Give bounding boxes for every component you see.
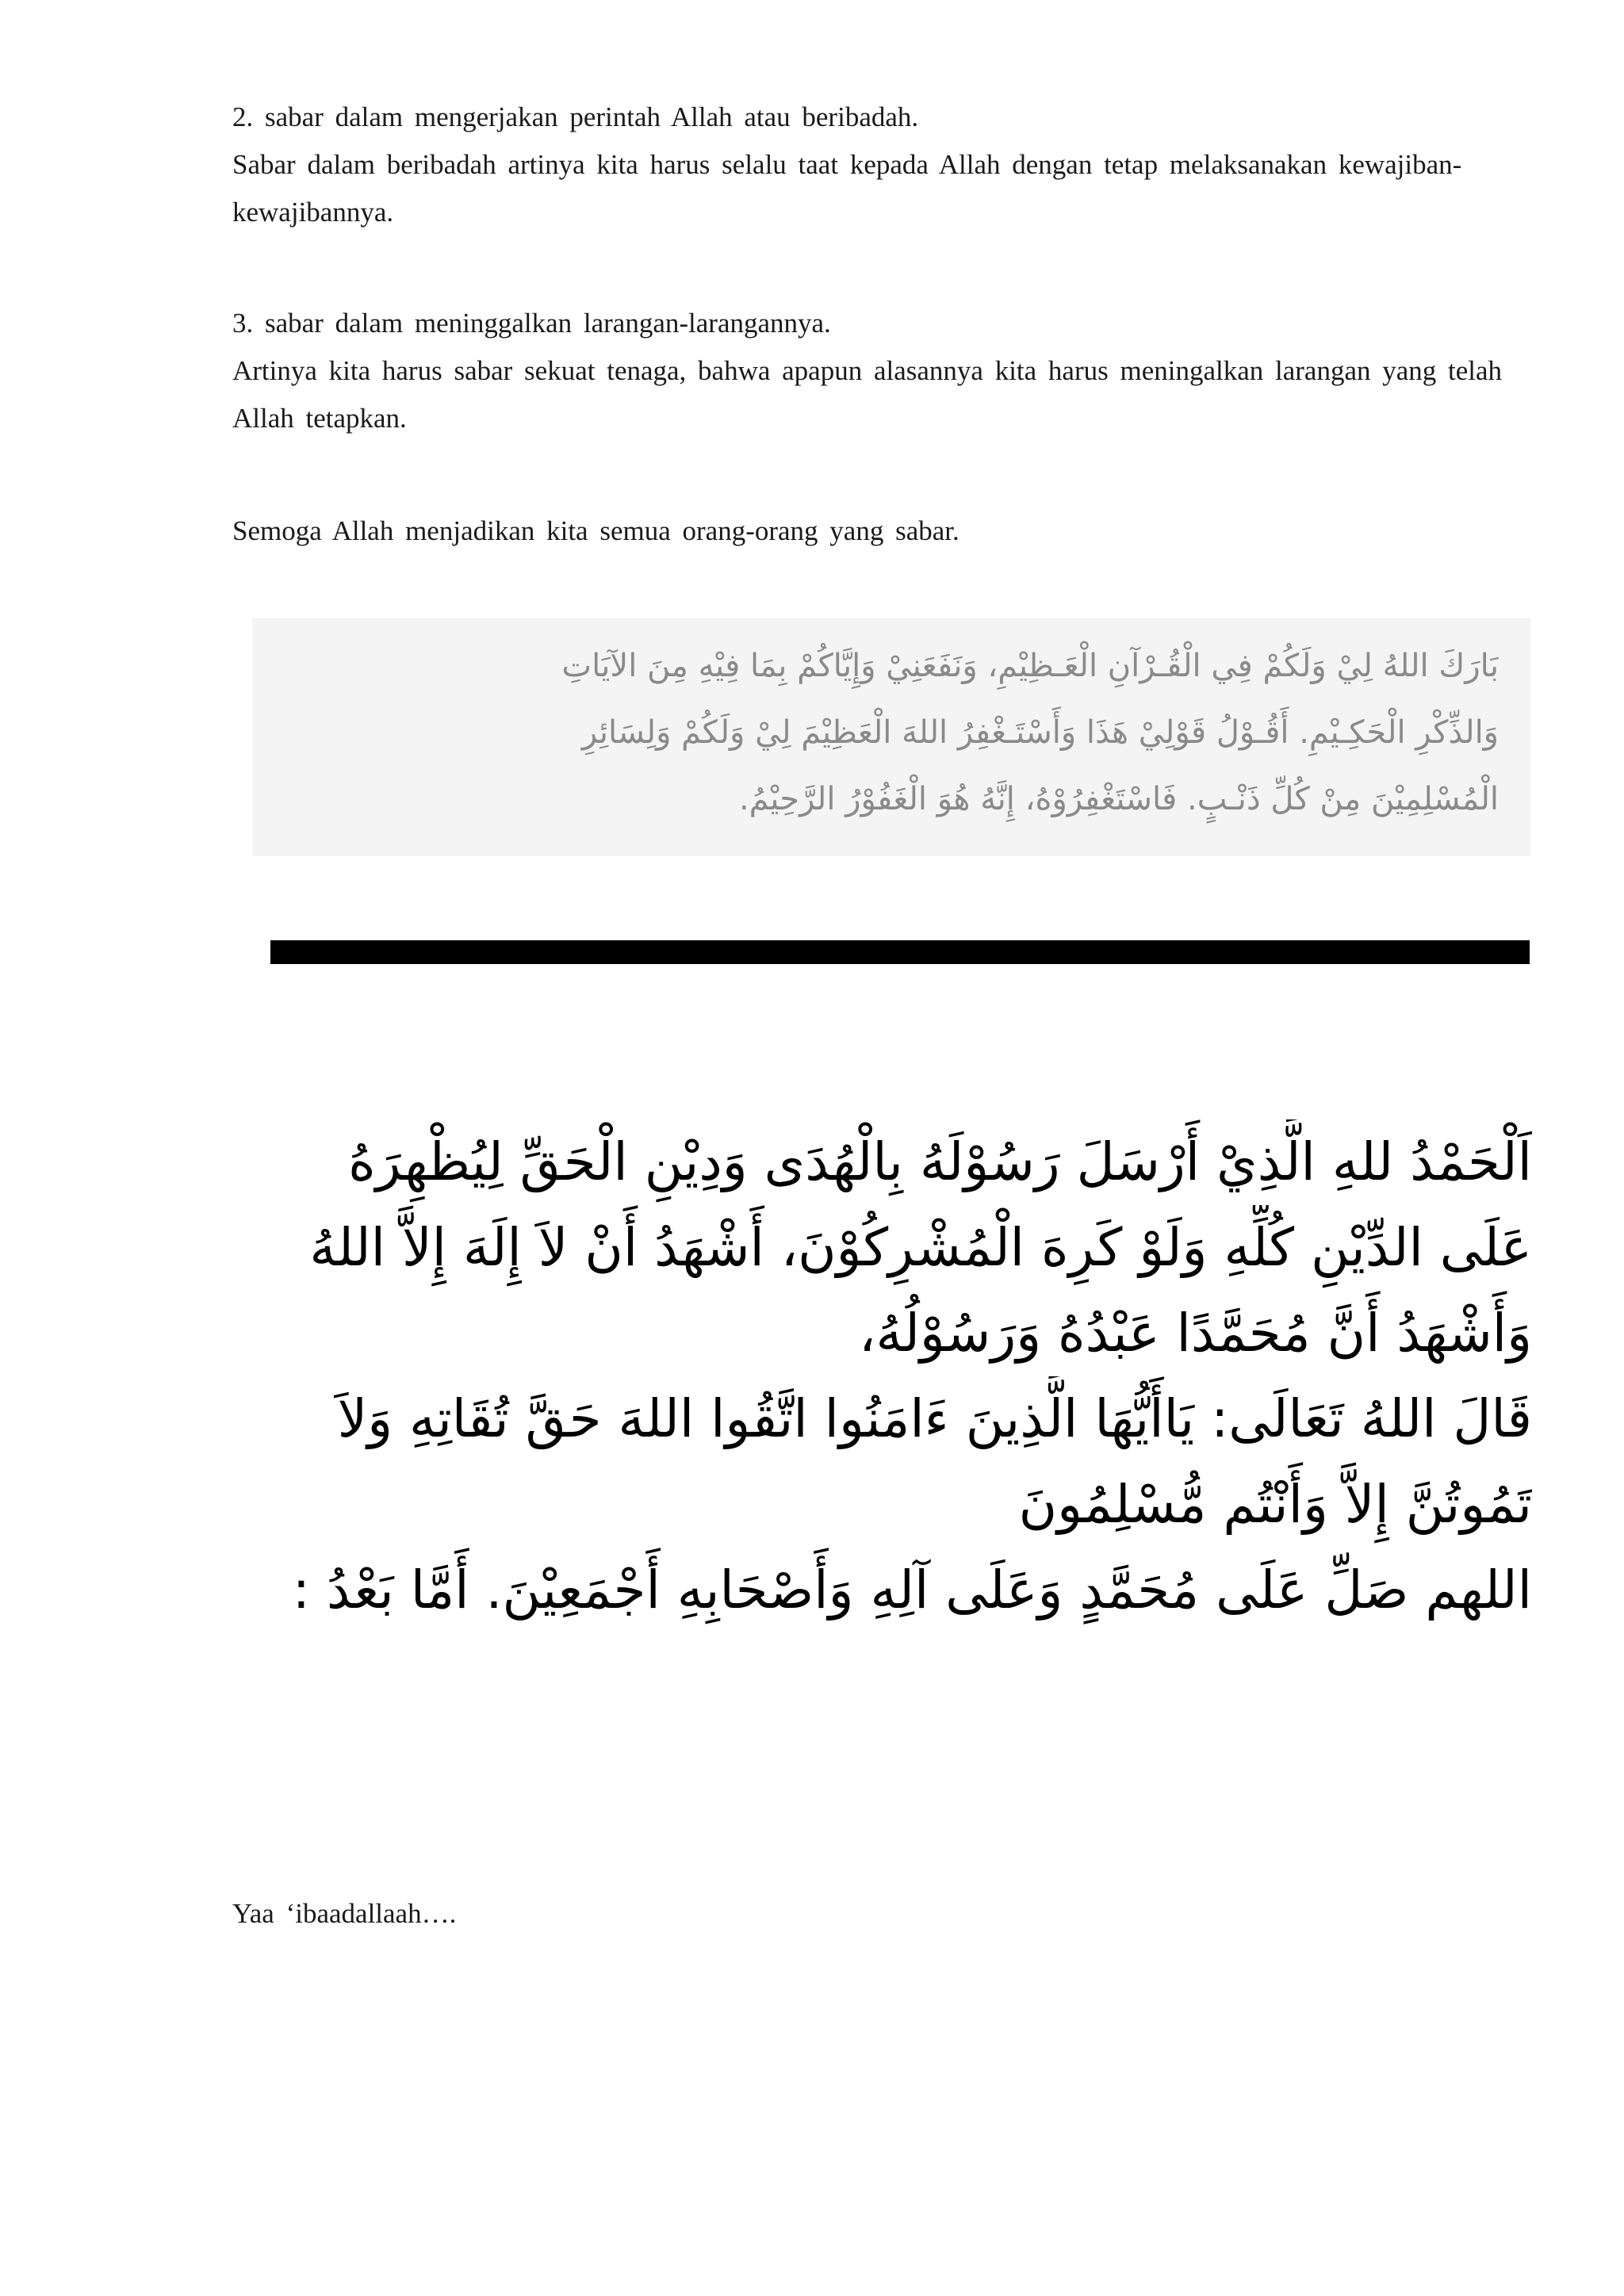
arabic-line: تَمُوتُنَّ إِلاَّ وَأَنْتُم مُّسْلِمُونَ <box>1018 1474 1532 1535</box>
arabic-image-line: وَالذِّكْرِ الْحَكِـيْمِ. أَقُـوْلُ قَوْلِيْ هَذَا وَأَسْتَـغْفِرُ اللهَ الْعَظِيْمَ لِيْ وَلَكُمْ وَلِسَائِرِ <box>581 714 1499 751</box>
closing-text: Semoga Allah menjadikan kita semua orang-orang yang sabar. <box>232 515 959 546</box>
arabic-line: اللهم صَلِّ عَلَى مُحَمَّدٍ وَعَلَى آلِهِ وَأَصْحَابِهِ أَجْمَعِيْنَ. أَمَّا بَعْدُ : <box>292 1559 1532 1621</box>
section-3 <box>232 300 1517 442</box>
arabic-scanned-image <box>252 618 1530 856</box>
salutation <box>232 1890 1517 1938</box>
section-3-body: Artinya kita harus sabar sekuat tenaga, bahwa apapun alasannya kita harus meningalkan larangan yang telah Allah tetapkan. <box>232 355 1503 434</box>
section-3-heading: 3. sabar dalam meninggalkan larangan-larangannya. <box>232 308 831 339</box>
arabic-opening-text <box>238 1119 1532 1633</box>
horizontal-divider <box>270 940 1530 964</box>
section-2 <box>232 94 1517 236</box>
arabic-image-line: الْمُسْلِمِيْنَ مِنْ كُلِّ ذَنْـبٍ. فَاسْتَغْفِرُوْهُ، إِنَّهُ هُوَ الْغَفُوْرُ الرَّحِيْمُ. <box>738 781 1499 817</box>
section-2-body: Sabar dalam beribadah artinya kita harus selalu taat kepada Allah dengan tetap melaksanakan kewajiban-kewajibannya. <box>232 149 1462 228</box>
arabic-line: قَالَ اللهُ تَعَالَى: يَاأَيُّهَا الَّذِينَ ءَامَنُوا اتَّقُوا اللهَ حَقَّ تُقَاتِهِ وَلاَ <box>337 1388 1532 1449</box>
closing-prayer <box>232 507 1517 555</box>
section-2-heading: 2. sabar dalam mengerjakan perintah Allah atau beribadah. <box>232 101 919 132</box>
salutation-text: Yaa ‘ibaadallaah…. <box>232 1898 457 1929</box>
arabic-line: عَلَى الدِّيْنِ كُلِّهِ وَلَوْ كَرِهَ الْمُشْرِكُوْنَ، أَشْهَدُ أَنْ لاَ إِلَهَ إِلاَّ اللهُ <box>309 1217 1532 1278</box>
arabic-image-line: بَارَكَ اللهُ لِيْ وَلَكُمْ فِي الْقُـرْآنِ الْعَـظِيْمِ، وَنَفَعَنِيْ وَإِيَّاكُمْ بِمَا فِيْهِ مِنَ الآيَاتِ <box>561 648 1499 684</box>
arabic-line: اَلْحَمْدُ للهِ الَّذِيْ أَرْسَلَ رَسُوْلَهُ بِالْهُدَى وَدِيْنِ الْحَقِّ لِيُظْهِرَهُ <box>348 1131 1532 1192</box>
arabic-line: وَأَشْهَدُ أَنَّ مُحَمَّدًا عَبْدُهُ وَرَسُوْلُهُ، <box>859 1303 1532 1364</box>
